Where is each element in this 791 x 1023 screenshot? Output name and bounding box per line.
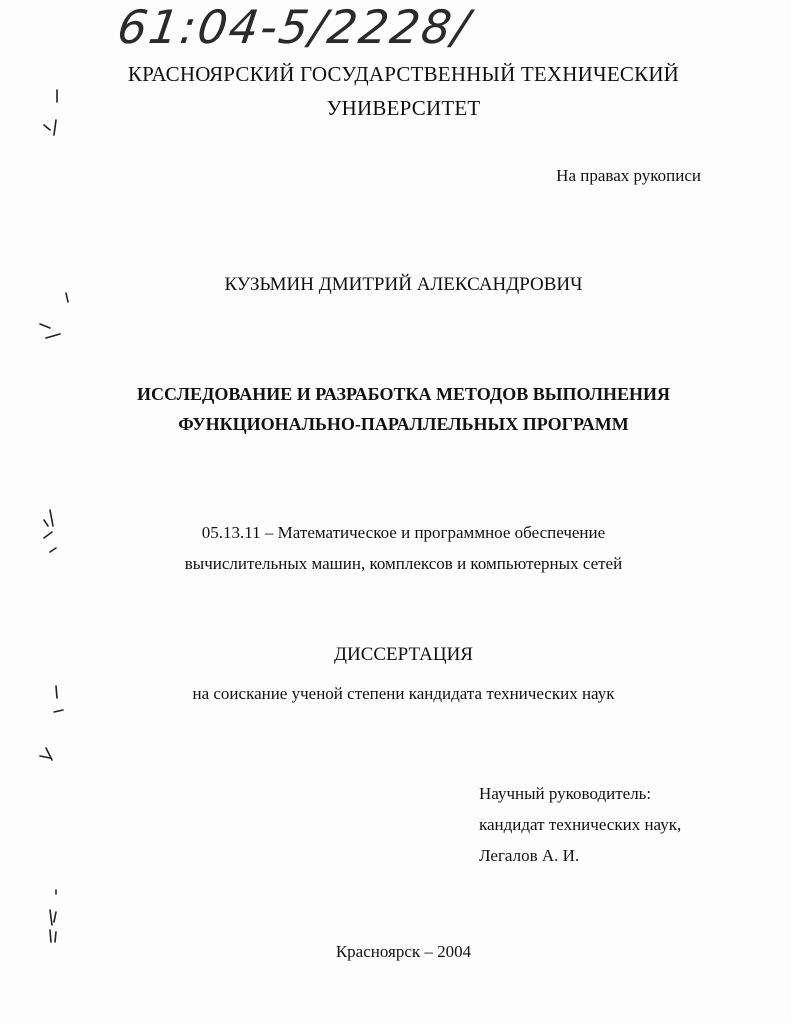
specialty-line1: 05.13.11 – Математическое и программное обеспечение <box>201 523 606 542</box>
supervisor-name: Легалов А. И. <box>479 846 580 865</box>
archive-code-text: 61:04-5/2228/ <box>114 0 475 54</box>
specialty-line2: вычислительных машин, комплексов и компьютерных сетей <box>184 554 623 573</box>
margin-scan-marks <box>30 80 70 960</box>
supervisor-degree: кандидат технических наук, <box>479 815 682 834</box>
university-name-line2: УНИВЕРСИТЕТ <box>326 96 481 120</box>
supervisor-label: Научный руководитель: <box>479 784 652 803</box>
scan-mark <box>50 930 56 942</box>
handwritten-archive-code <box>114 0 498 58</box>
scan-mark <box>40 748 52 760</box>
scan-mark <box>54 710 63 712</box>
rights-note: На правах рукописи <box>556 166 701 185</box>
degree-statement: на соискание ученой степени кандидата технических наук <box>192 684 615 703</box>
city-year: Красноярск – 2004 <box>335 942 472 961</box>
scan-mark <box>50 910 56 925</box>
scan-mark <box>40 324 60 338</box>
dissertation-title-line2: ФУНКЦИОНАЛЬНО-ПАРАЛЛЕЛЬНЫХ ПРОГРАММ <box>178 414 629 434</box>
author-name: КУЗЬМИН ДМИТРИЙ АЛЕКСАНДРОВИЧ <box>224 274 583 295</box>
document-type: ДИССЕРТАЦИЯ <box>334 644 473 665</box>
dissertation-title-line1: ИССЛЕДОВАНИЕ И РАЗРАБОТКА МЕТОДОВ ВЫПОЛНЕНИЯ <box>137 384 670 404</box>
scan-mark <box>44 120 56 135</box>
university-name-line1: КРАСНОЯРСКИЙ ГОСУДАРСТВЕННЫЙ ТЕХНИЧЕСКИЙ <box>127 62 680 86</box>
